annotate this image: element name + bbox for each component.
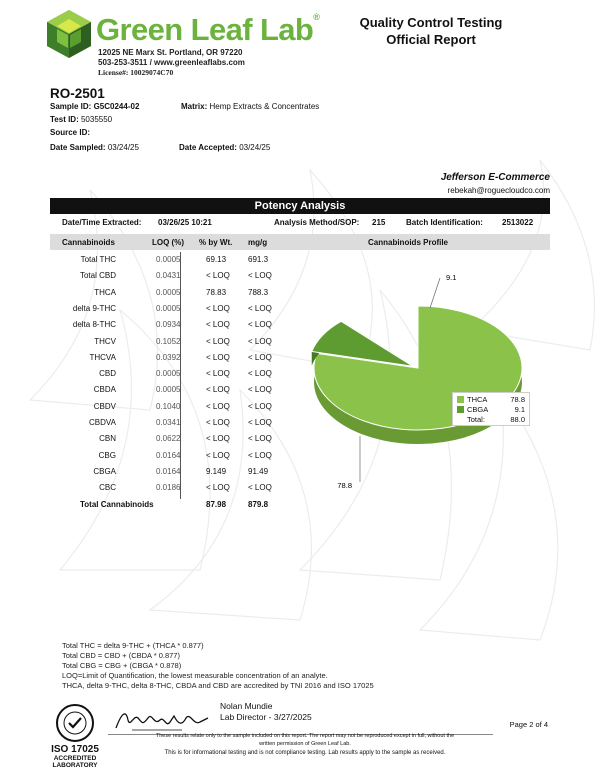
cell-loq: 0.1040 [156,401,181,411]
cell-pct: < LOQ [206,369,230,379]
total-row [50,497,290,513]
table-row [50,317,290,333]
cell-loq: 0.0005 [156,303,181,313]
disclaimer: These results relate only to the sample included on this report. The report may not be reproduced except in full, without the written permission of Green Leaf Lab. [155,733,455,747]
cell-pct: < LOQ [206,401,230,411]
iso-accreditation-badge-icon [44,703,106,769]
cell-name: CBC [99,483,116,493]
test-id: Test ID: 5035550 [50,115,113,124]
cell-pct: < LOQ [206,271,230,281]
cell-name: Total CBD [79,271,116,281]
table-header: Cannabinoids LOQ (%) % by Wt. mg/g Cannabinoids Profile [50,234,550,250]
cell-loq: 0.0431 [156,271,181,281]
green-leaf-logo-icon [46,9,92,59]
cell-mg: < LOQ [248,418,272,427]
cell-name: THCVA [89,352,116,362]
cell-pct: < LOQ [206,418,230,427]
cell-pct: < LOQ [206,434,230,444]
cell-loq: 0.0934 [156,320,181,330]
cell-loq: 0.0005 [156,255,181,264]
table-row [50,480,290,496]
cell-name: CBN [99,434,116,444]
director-signature [112,706,212,734]
legend-item-thca: THCA 78.8 [457,395,527,405]
report-title: Quality Control Testing Official Report [359,15,503,47]
cell-mg: 788.3 [248,287,269,297]
cell-pct: < LOQ [206,352,230,362]
cell-mg: < LOQ [248,336,272,346]
matrix: Matrix: Hemp Extracts & Concentrates [181,102,320,111]
cell-mg: < LOQ [248,271,272,281]
lab-director: Nolan Mundie Lab Director - 3/27/2025 [220,701,312,722]
cell-mg: < LOQ [248,401,272,411]
lab-contact: 503-253-3511 / www.greenleaflabs.com [98,58,245,67]
cell-loq: 0.0341 [156,418,181,427]
source-id: Source ID: [50,128,91,137]
table-row [50,448,290,464]
table-row [50,415,290,431]
cell-mg: < LOQ [248,385,272,395]
table-row [50,301,290,317]
cell-mg: < LOQ [248,352,272,362]
date-sampled: Date Sampled: 03/24/25 [50,143,139,152]
cell-loq: 0.0392 [156,352,181,362]
cell-name: delta 9-THC [72,303,116,313]
cell-name: delta 8-THC [72,320,116,330]
cell-pct: < LOQ [206,450,230,460]
data-label-thca: 78.8 [337,481,352,490]
cell-loq: 0.1052 [156,336,181,346]
cell-pct: 78.83 [206,287,227,297]
date-accepted: Date Accepted: 03/24/25 [179,143,271,152]
table-row [50,285,290,301]
cell-loq: 0.0164 [156,466,181,476]
cell-loq: 0.0005 [156,369,181,379]
sample-id: Sample ID: G5C0244-02 [50,102,140,111]
cell-name: CBDVA [89,418,116,427]
cell-loq: 0.0186 [156,483,181,493]
cell-name: THCA [94,287,116,297]
table-row [50,252,290,268]
cell-loq: 0.0005 [156,385,181,395]
cell-pct: < LOQ [206,483,230,493]
cell-pct: < LOQ [206,320,230,330]
cell-mg: 879.8 [248,499,269,509]
cell-name: CBDV [93,401,116,411]
client-email: rebekah@roguecloudco.com [447,186,550,195]
table-row [50,334,290,350]
brand-name: Green Leaf Lab® [96,12,320,47]
lab-address: 12025 NE Marx St. Portland, OR 97220 [98,48,243,57]
cell-pct: 87.98 [206,499,227,509]
lab-license: License#: 10029074C70 [98,68,174,77]
cell-name: CBDA [93,385,116,395]
table-row [50,268,290,284]
cell-mg: < LOQ [248,434,272,444]
legend-total: Total: 88.0 [467,415,525,424]
table-row [50,464,290,480]
calculation-notes: Total THC = delta 9-THC + (THCA * 0.877) Total CBD = CBD + (CBDA * 0.877) Total CBG = CBG + (CBGA * 0.878) LOQ=Limit of Quantification, the lowest measurable concentration of an analyte. THCA, delta 9-THC, delta 8-THC, CBDA and CBD are accredited by TNI 2016 and ISO 17025 [62,641,374,690]
cell-mg: < LOQ [248,303,272,313]
table-row [50,366,290,382]
cell-pct: < LOQ [206,385,230,395]
page-number: Page 2 of 4 [509,720,548,729]
cell-name: CBD [99,369,116,379]
table-row [50,350,290,366]
legend-item-cbga: CBGA 9.1 [457,405,527,415]
leader-line-cbga [430,278,440,308]
report-number: RO-2501 [50,86,105,101]
table-row [50,399,290,415]
svg-text:ACCREDITED: ACCREDITED [53,755,97,762]
cell-loq: 0.0622 [156,434,181,444]
pie-legend [452,392,530,426]
cell-pct: 69.13 [206,255,227,264]
cell-mg: < LOQ [248,369,272,379]
data-label-cbga: 9.1 [446,273,457,282]
cell-mg: 91.49 [248,466,269,476]
cell-pct: < LOQ [206,303,230,313]
cell-mg: < LOQ [248,450,272,460]
client-name: Jefferson E-Commerce [440,172,550,183]
informational-note: This is for informational testing and is not compliance testing. Lab results apply to the sample as received. [164,750,446,756]
table-row [50,382,290,398]
cell-name: Total Cannabinoids [80,499,154,509]
cell-loq: 0.0005 [156,287,181,297]
potency-title: Potency Analysis [50,198,550,214]
cell-mg: 691.3 [248,255,269,264]
cell-name: Total THC [80,255,116,264]
cell-loq: 0.0164 [156,450,181,460]
table-row [50,431,290,447]
cell-name: THCV [94,336,116,346]
cell-mg: < LOQ [248,320,272,330]
cell-pct: < LOQ [206,336,230,346]
svg-text:LABORATORY: LABORATORY [52,762,98,769]
cannabinoids-pie-chart [300,260,550,500]
extraction-row: Date/Time Extracted: 03/26/25 10:21 Analysis Method/SOP: 215 Batch Identification: 2513022 [62,218,534,227]
cell-name: CBG [98,450,116,460]
svg-text:ISO 17025: ISO 17025 [51,744,99,755]
cell-mg: < LOQ [248,483,272,493]
cell-name: CBGA [93,466,116,476]
cell-pct: 9.149 [206,466,227,476]
